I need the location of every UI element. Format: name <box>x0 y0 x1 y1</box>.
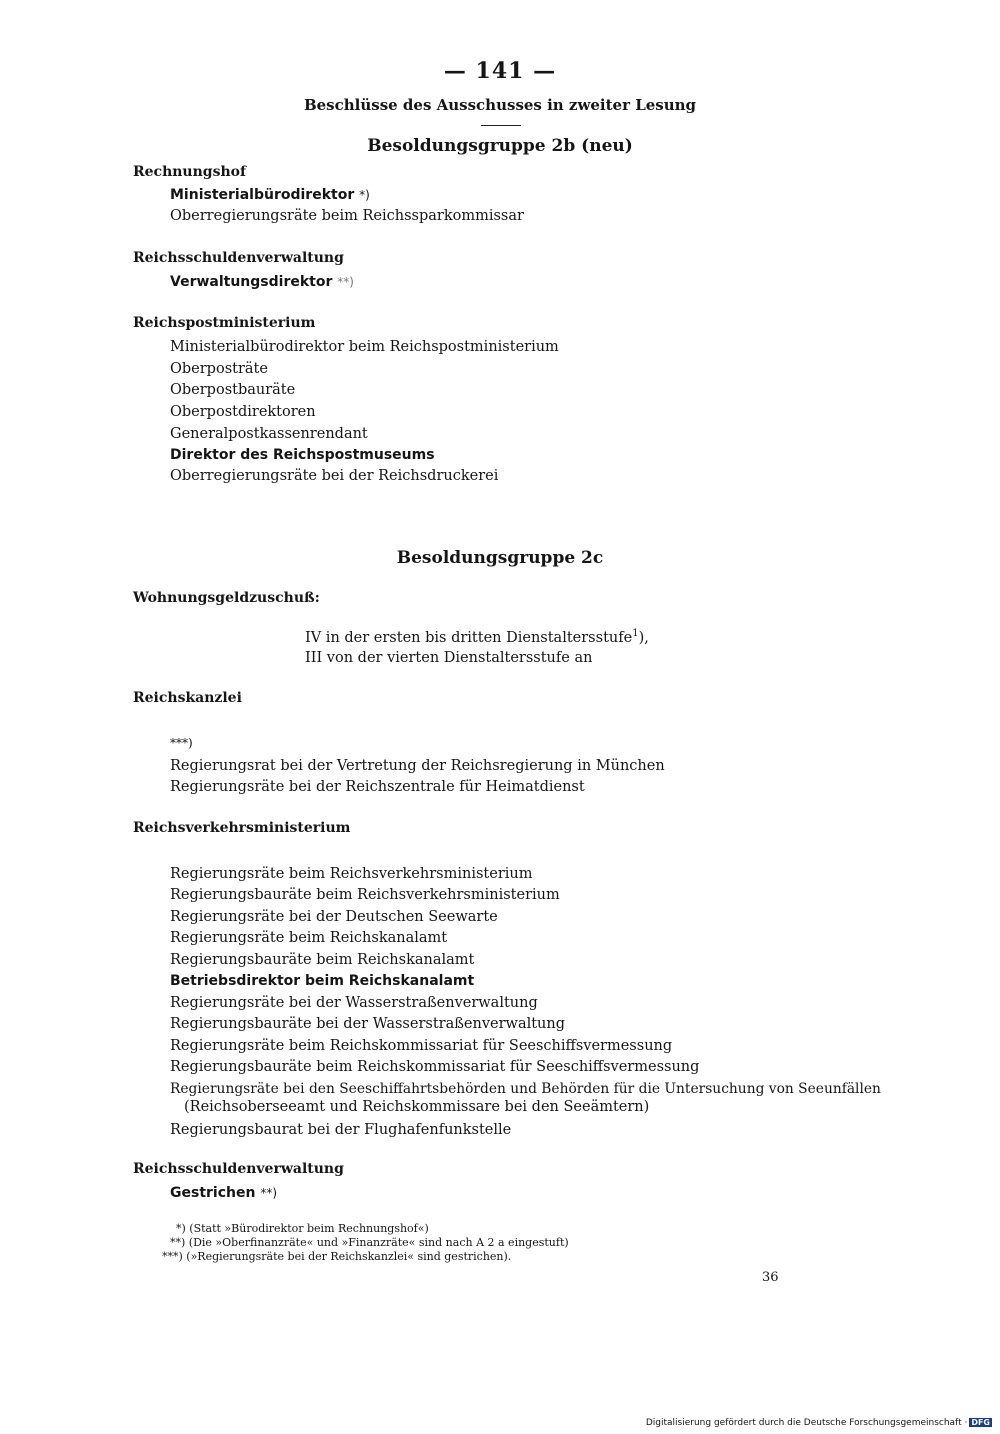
list-item: Regierungsräte beim Reichsverkehrsministerium <box>170 866 533 882</box>
list-item: Betriebsdirektor beim Reichskanalamt <box>170 973 475 989</box>
footnote-mark: *) <box>359 188 370 202</box>
footnote-3: ***) (»Regierungsräte bei der Reichskanzlei« sind gestrichen). <box>162 1250 512 1263</box>
list-item <box>170 187 370 203</box>
list-item: Oberregierungsräte bei der Reichsdruckerei <box>170 468 499 484</box>
list-item: Regierungsrat bei der Vertretung der Reichsregierung in München <box>170 758 665 774</box>
dfg-logo: DFG <box>971 1418 990 1427</box>
folio-number: 36 <box>762 1270 779 1285</box>
line-text: Verwaltungsdirektor <box>170 274 333 290</box>
credit-text: Digitalisierung gefördert durch die Deutsche Forschungsgemeinschaft · <box>645 1418 968 1428</box>
list-item: Generalpostkassenrendant <box>170 426 368 442</box>
list-item: Regierungsräte beim Reichskanalamt <box>170 930 448 946</box>
list-item: Oberregierungsräte beim Reichssparkommissar <box>170 208 524 224</box>
header-divider <box>481 125 521 126</box>
footnote-mark: **) <box>337 275 354 289</box>
section-heading-reichsverkehrsministerium: Reichsverkehrsministerium <box>133 820 351 836</box>
dfg-credit <box>646 1418 992 1428</box>
list-item: Regierungsräte bei den Seeschiffahrtsbehörden und Behörden für die Untersuchung von Seeunfällen <box>170 1081 881 1097</box>
list-item: Oberpostdirektoren <box>170 404 316 420</box>
line-text: IV in der ersten bis dritten Dienstaltersstufe <box>305 629 633 646</box>
footnote-sup: 1 <box>632 628 639 639</box>
list-item: Regierungsbauräte beim Reichskanalamt <box>170 952 475 968</box>
page-number: — 141 — <box>443 58 557 84</box>
wohnungsgeld-line-2: III von der vierten Dienstaltersstufe an <box>305 650 593 666</box>
page-header: Beschlüsse des Ausschusses in zweiter Lesung <box>303 96 697 114</box>
footnote-mark: ***) <box>170 736 193 750</box>
footnote-1: *) (Statt »Bürodirektor beim Rechnungshof«) <box>176 1222 429 1235</box>
list-item: Ministerialbürodirektor beim Reichspostministerium <box>170 339 559 355</box>
list-item: (Reichsoberseeamt und Reichskommissare bei den Seeämtern) <box>184 1099 650 1115</box>
list-item: Oberposträte <box>170 361 268 377</box>
list-item: Regierungsräte bei der Deutschen Seewarte <box>170 909 498 925</box>
list-item: Direktor des Reichspostmuseums <box>170 447 435 463</box>
line-end: ), <box>638 629 649 646</box>
footnote-mark: **) <box>260 1186 278 1200</box>
footnote-2: **) (Die »Oberfinanzräte« und »Finanzräte« sind nach A 2 a eingestuft) <box>170 1236 569 1249</box>
list-item: Oberpostbauräte <box>170 382 296 398</box>
list-item: Regierungsräte beim Reichskommissariat für Seeschiffsvermessung <box>170 1038 673 1054</box>
section-heading-rechnungshof: Rechnungshof <box>133 164 246 180</box>
section-heading-reichskanzlei: Reichskanzlei <box>133 690 242 706</box>
group-2c-title: Besoldungsgruppe 2c <box>396 548 604 568</box>
list-item: Regierungsbaurat bei der Flughafenfunkstelle <box>170 1122 512 1138</box>
list-item: Regierungsbauräte bei der Wasserstraßenverwaltung <box>170 1016 566 1032</box>
section-heading-reichsschuldenverwaltung-2: Reichsschuldenverwaltung <box>133 1161 344 1177</box>
section-heading-reichspostministerium: Reichspostministerium <box>133 315 316 331</box>
list-item: Regierungsräte bei der Wasserstraßenverwaltung <box>170 995 538 1011</box>
line-text: Ministerialbürodirektor <box>170 187 355 203</box>
list-item: Regierungsräte bei der Reichszentrale für Heimatdienst <box>170 779 585 795</box>
list-item: Regierungsbauräte beim Reichskommissariat für Seeschiffsvermessung <box>170 1059 700 1075</box>
line-text: Gestrichen <box>170 1185 256 1201</box>
list-item <box>170 274 354 290</box>
wohnungsgeld-label: Wohnungsgeldzuschuß: <box>133 590 320 606</box>
list-item <box>170 1185 277 1201</box>
section-heading-reichsschuldenverwaltung: Reichsschuldenverwaltung <box>133 250 344 266</box>
list-item: Regierungsbauräte beim Reichsverkehrsministerium <box>170 887 560 903</box>
group-2b-title: Besoldungsgruppe 2b (neu) <box>367 136 633 156</box>
wohnungsgeld-line-1 <box>305 628 649 646</box>
